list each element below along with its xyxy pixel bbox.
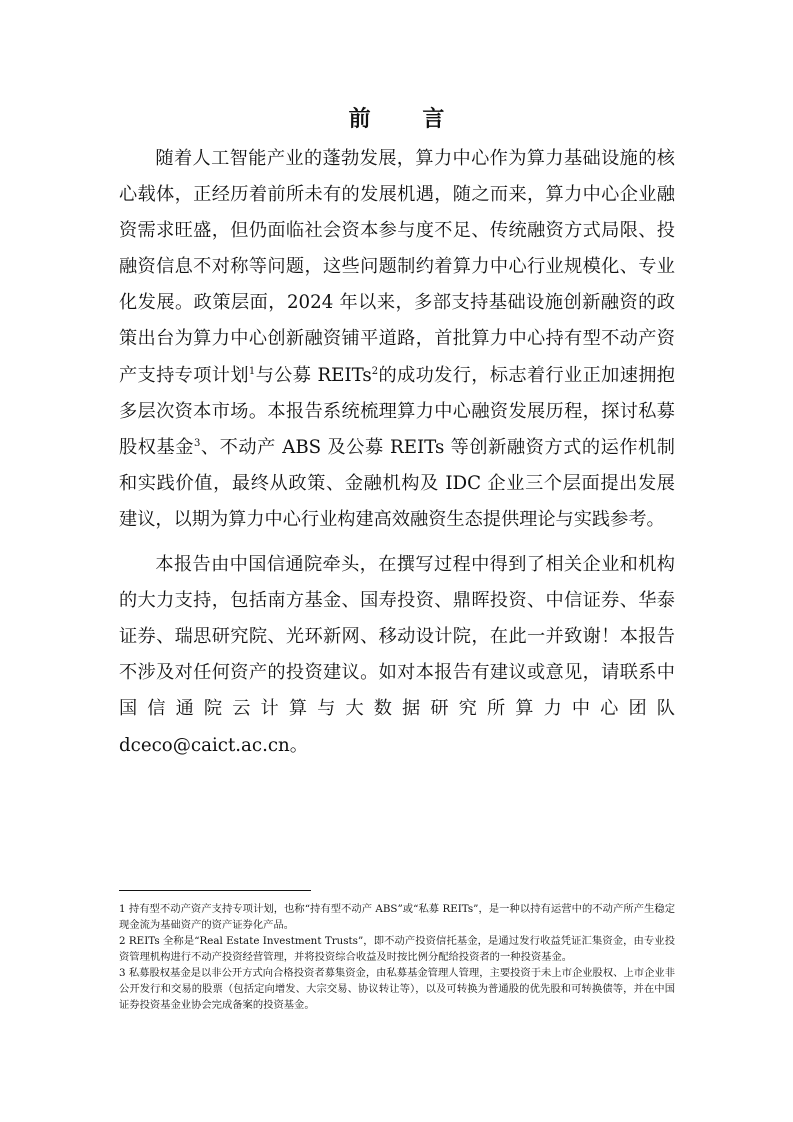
footnote-ref-1: 1 xyxy=(248,365,256,377)
footnote-1: 1 持有型不动产资产支持专项计划，也称“持有型不动产 ABS”或“私募 REITs”，是一种以持有运营中的不动产所产生稳定现金流为基础资产的资产证券化产品。 xyxy=(119,903,675,931)
paragraph-text: 随着人工智能产业的蓬勃发展，算力中心作为算力基础设施的核心载体，正经历着前所未有的发展机遇，随之而来，算力中心企业融资需求旺盛，但仍面临社会资本参与度不足、传统融资方式局限、投融资信息不对称等问题，这些问题制约着算力中心行业规模化、专业化发展。政策层面，2024 年以来，多部支持基础设施创新融资的政策出台为算力中心创新融资铺平道路，首批算力中心持有型不动产资产支持专项计划 xyxy=(119,148,675,386)
paragraph-text: 本报告由中国信通院牵头，在撰写过程中得到了相关企业和机构的大力支持，包括南方基金、国寿投资、鼎晖投资、中信证券、华泰证券、瑞思研究院、光环新网、移动设计院，在此一并致谢！本报告不涉及对任何资产的投资建议。如对本报告有建议或意见，请联系中国信通院云计算与大数据研究所算力中心团队 dceco@caict.ac.cn。 xyxy=(119,554,675,756)
footnote-ref-3: 3 xyxy=(193,437,201,449)
paragraph-text: 、不动产 ABS 及公募 REITs 等创新融资方式的运作机制和实践价值，最终从政策、金融机构及 IDC 企业三个层面提出发展建议，以期为算力中心行业构建高效融资生态提供理论与实践参考。 xyxy=(119,436,675,530)
paragraph-text: 的成功发行，标志着行业正加速拥抱多层次资本市场。本报告系统梳理算力中心融资发展历程，探讨私募股权基金 xyxy=(119,364,675,458)
footnote-ref-2: 2 xyxy=(371,365,379,377)
footnote-3: 3 私募股权基金是以非公开方式向合格投资者募集资金，由私募基金管理人管理，主要投资于未上市企业股权、上市企业非公开发行和交易的股票（包括定向增发、大宗交易、协议转让等），以及可转换为普通股的优先股和可转换债等，并在中国证券投资基金业协会完成备案的投资基金。 xyxy=(119,967,675,1011)
footnote-2: 2 REITs 全称是“Real Estate Investment Trusts”，即不动产投资信托基金，是通过发行收益凭证汇集资金，由专业投资管理机构进行不动产投资经营管理，并将投资综合收益及时按比例分配给投资者的一种投资基金。 xyxy=(119,935,675,963)
body-text xyxy=(119,141,675,773)
paragraph-2 xyxy=(119,547,675,764)
paragraph-text: 与公募 REITs xyxy=(255,364,372,386)
paragraph-1 xyxy=(119,141,675,538)
footnotes xyxy=(119,902,675,1014)
page-title: 前 言 xyxy=(348,107,467,132)
footnote-divider xyxy=(119,890,311,891)
